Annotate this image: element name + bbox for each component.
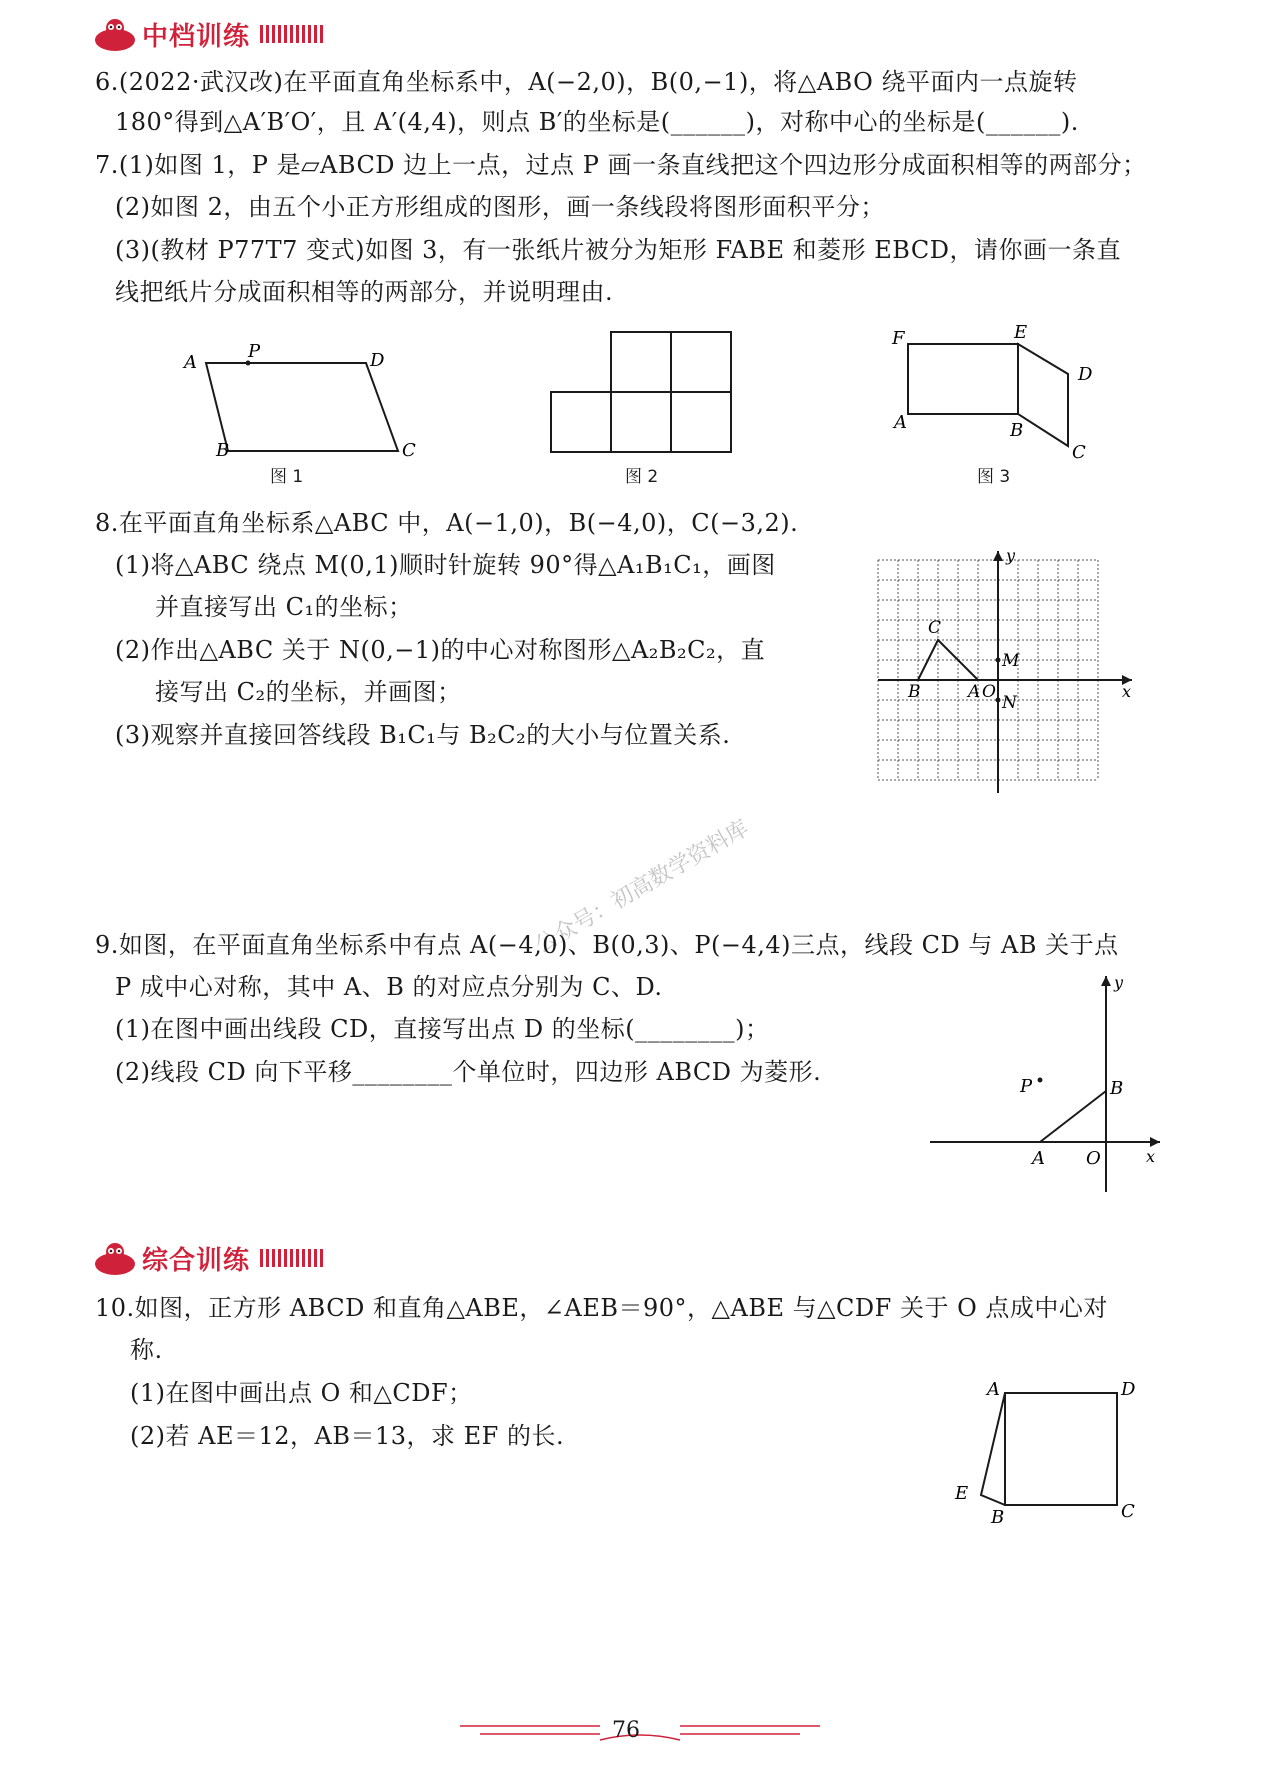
q10-square-triangle [945, 1375, 1145, 1535]
q8-line2: (1)将△ABC 绕点 M(0,1)顺时针旋转 90°得△A₁B₁C₁，画图 [115, 551, 776, 579]
triangle-abe [981, 1393, 1005, 1505]
stripes-decoration [260, 23, 324, 45]
label-f: F [892, 328, 905, 349]
label-e: E [1014, 322, 1028, 343]
label-m: M [1002, 651, 1020, 671]
q10-line3: (1)在图中画出点 O 和△CDF； [130, 1379, 473, 1407]
label-a: A [1032, 1148, 1045, 1169]
label-x: x [1146, 1147, 1156, 1166]
section-title: 中档训练 [142, 21, 251, 52]
q8-line5: 接写出 C₂的坐标，并画图； [155, 678, 462, 706]
point-n [996, 698, 1001, 703]
label-b: B [908, 682, 921, 702]
q8-line6: (3)观察并直接回答线段 B₁C₁与 B₂C₂的大小与位置关系. [115, 721, 731, 749]
label-d: D [1121, 1379, 1136, 1400]
label-b: B [216, 440, 230, 461]
footer-decoration [450, 1712, 830, 1752]
point-p [1038, 1078, 1043, 1083]
triangle-abc [918, 640, 978, 680]
label-p: P [1020, 1076, 1033, 1097]
label-a: A [184, 352, 197, 373]
label-o: O [982, 682, 996, 702]
label-c: C [1121, 1501, 1135, 1522]
label-b: B [1010, 420, 1024, 441]
q10-line2: 称. [130, 1336, 163, 1364]
section-banner-comprehensive [92, 1238, 324, 1278]
square-abcd [1005, 1393, 1117, 1505]
q7-line1: 7.(1)如图 1，P 是▱ABCD 边上一点，过点 P 画一条直线把这个四边形分成面积相等的两部分； [95, 151, 1147, 179]
q8-line1: 8.在平面直角坐标系△ABC 中，A(−1,0)，B(−4,0)，C(−3,2). [95, 509, 799, 537]
owl-mascot-icon [92, 1240, 138, 1276]
q6-line1: 6.(2022·武汉改)在平面直角坐标系中，A(−2,0)，B(0,−1)，将△ABO 绕平面内一点旋转 [95, 68, 1078, 96]
label-y: y [1114, 973, 1124, 992]
q6-line2: 180°得到△A′B′O′，且 A′(4,4)，则点 B′的坐标是(______)，对称中心的坐标是(______). [115, 108, 1079, 136]
section-banner-mid [92, 14, 324, 54]
q7-line2: (2)如图 2，由五个小正方形组成的图形，画一条线段将图形面积平分； [115, 193, 885, 221]
label-b: B [991, 1507, 1005, 1528]
q9-coordinate-figure [920, 970, 1170, 1195]
q10-line4: (2)若 AE＝12，AB＝13，求 EF 的长. [130, 1422, 565, 1450]
label-o: O [1086, 1148, 1101, 1169]
label-x: x [1122, 682, 1132, 701]
label-p: P [248, 341, 261, 362]
label-a: A [968, 682, 981, 702]
label-n: N [1002, 693, 1017, 713]
label-a: A [894, 412, 907, 433]
q8-coordinate-grid [870, 545, 1140, 795]
owl-mascot-icon [92, 16, 138, 52]
watermark-text: 公众号：初高数学资料库 [530, 815, 754, 959]
figure-3-rectangle-rhombus [890, 322, 1120, 462]
label-b: B [1110, 1078, 1124, 1099]
segment-ab [1040, 1091, 1106, 1142]
figure-2-squares [545, 328, 737, 460]
q8-line4: (2)作出△ABC 关于 N(0,−1)的中心对称图形△A₂B₂C₂，直 [115, 636, 766, 664]
label-d: D [1078, 364, 1093, 385]
label-d: D [370, 350, 385, 371]
q9-line1: 9.如图，在平面直角坐标系中有点 A(−4,0)、B(0,3)、P(−4,4)三点，线段 CD 与 AB 关于点 [95, 931, 1119, 959]
label-c: C [402, 440, 416, 461]
q9-line3: (1)在图中画出线段 CD，直接写出点 D 的坐标(________)； [115, 1015, 770, 1043]
stripes-decoration [260, 1247, 324, 1269]
page-number: 76 [612, 1718, 640, 1743]
label-c: C [1072, 442, 1086, 463]
figure-2-caption: 图 2 [625, 467, 659, 487]
label-y: y [1006, 546, 1016, 565]
label-e: E [955, 1483, 969, 1504]
figure-3-caption: 图 3 [977, 467, 1011, 487]
section-title: 综合训练 [142, 1245, 251, 1276]
label-c: C [928, 618, 942, 638]
figure-1-caption: 图 1 [270, 467, 304, 487]
q9-line4: (2)线段 CD 向下平移________个单位时，四边形 ABCD 为菱形. [115, 1058, 822, 1086]
q7-line4: 线把纸片分成面积相等的两部分，并说明理由. [115, 278, 614, 306]
q7-line3: (3)(教材 P77T7 变式)如图 3，有一张纸片被分为矩形 FABE 和菱形 EBCD，请你画一条直 [115, 236, 1121, 264]
q8-line3: 并直接写出 C₁的坐标； [155, 593, 413, 621]
figure-1-parallelogram [170, 335, 416, 465]
q9-line2: P 成中心对称，其中 A、B 的对应点分别为 C、D. [115, 973, 663, 1001]
label-a: A [987, 1379, 1000, 1400]
q10-line1: 10.如图，正方形 ABCD 和直角△ABE，∠AEB＝90°，△ABE 与△CDF 关于 O 点成中心对 [95, 1294, 1108, 1322]
point-m [996, 658, 1001, 663]
